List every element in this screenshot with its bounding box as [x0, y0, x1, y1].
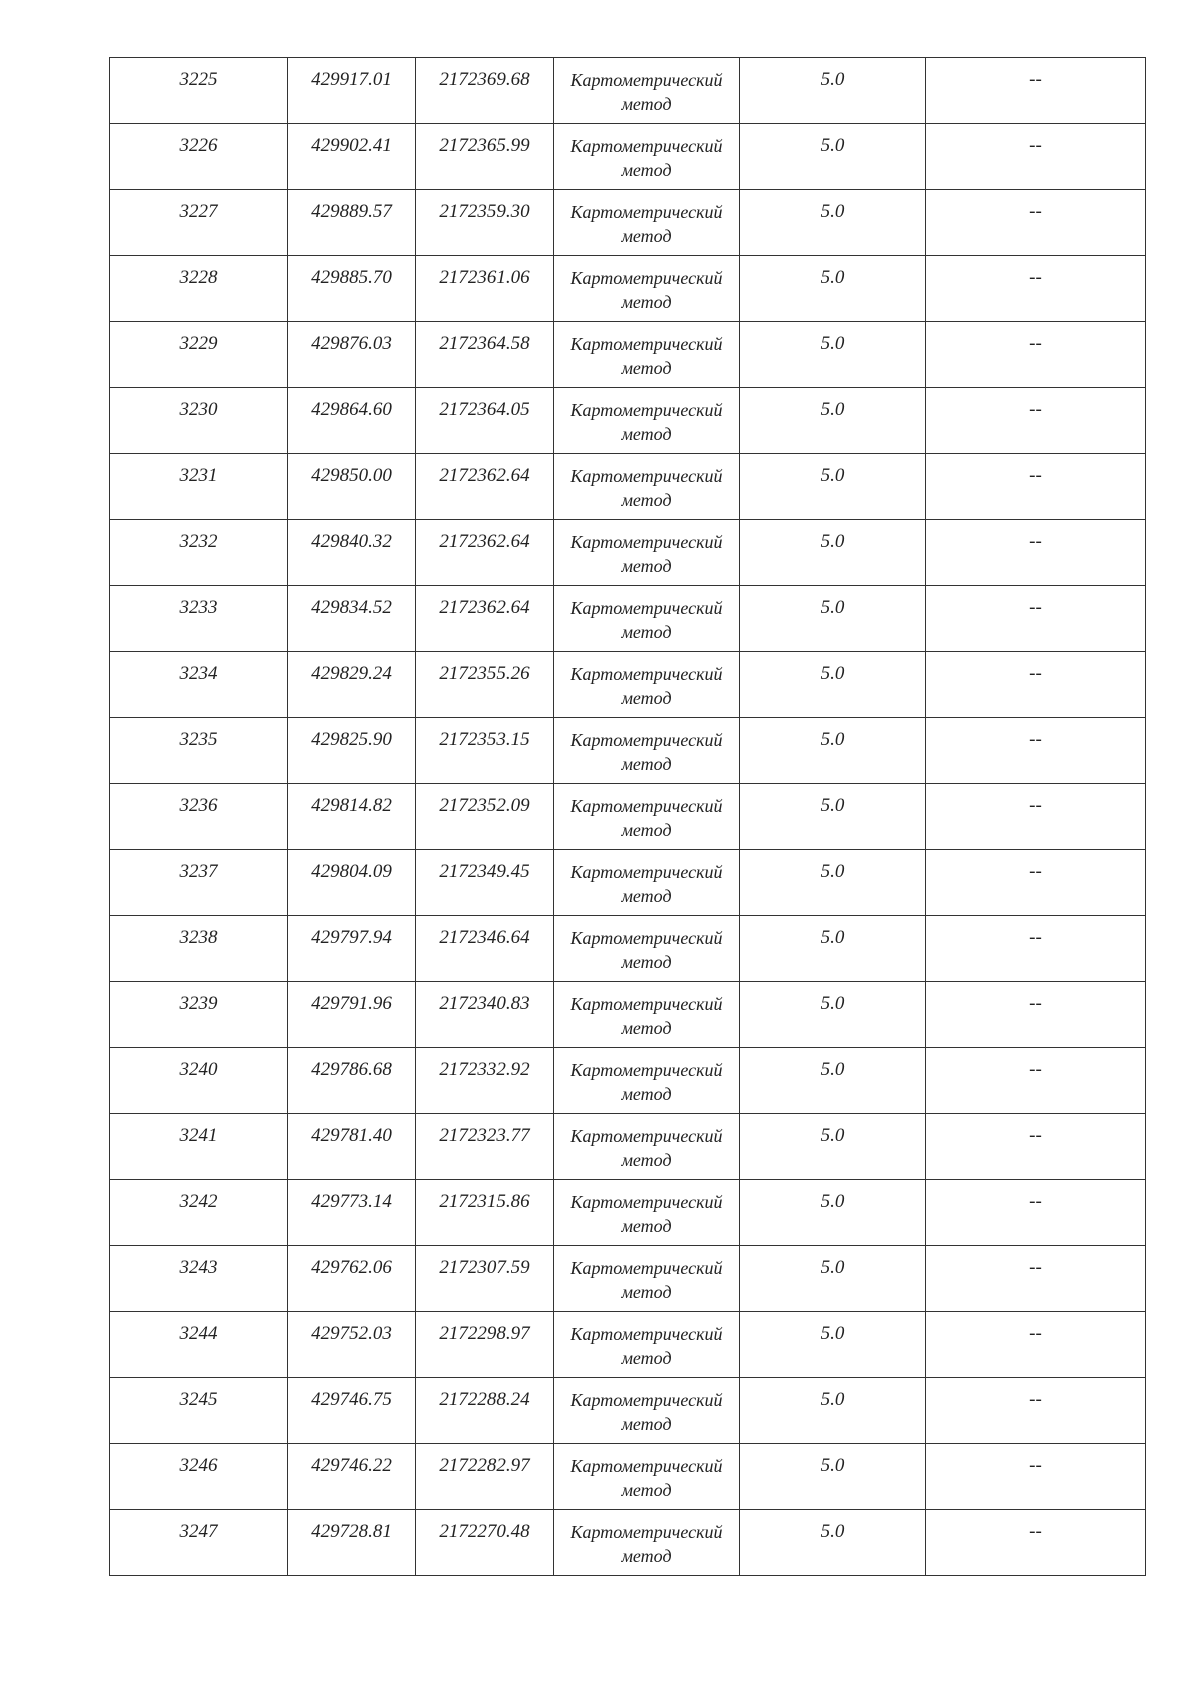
point-number-cell: 3235 — [110, 718, 288, 784]
y-coordinate-cell: 2172364.05 — [416, 388, 554, 454]
x-coordinate-cell: 429746.22 — [288, 1444, 416, 1510]
note-cell: -- — [926, 190, 1146, 256]
note-cell: -- — [926, 916, 1146, 982]
x-coordinate-cell: 429917.01 — [288, 58, 416, 124]
table-row — [110, 1378, 1146, 1444]
table-row — [110, 1048, 1146, 1114]
table-row — [110, 1444, 1146, 1510]
point-number-cell: 3241 — [110, 1114, 288, 1180]
table-row — [110, 124, 1146, 190]
table-row — [110, 190, 1146, 256]
accuracy-cell: 5.0 — [740, 1048, 926, 1114]
accuracy-cell: 5.0 — [740, 1246, 926, 1312]
accuracy-cell: 5.0 — [740, 256, 926, 322]
accuracy-cell: 5.0 — [740, 784, 926, 850]
accuracy-cell: 5.0 — [740, 1312, 926, 1378]
y-coordinate-cell: 2172282.97 — [416, 1444, 554, 1510]
method-cell: Картометрический метод — [554, 124, 740, 190]
y-coordinate-cell: 2172359.30 — [416, 190, 554, 256]
method-cell: Картометрический метод — [554, 652, 740, 718]
coordinates-table — [109, 57, 1146, 1576]
point-number-cell: 3247 — [110, 1510, 288, 1576]
y-coordinate-cell: 2172349.45 — [416, 850, 554, 916]
x-coordinate-cell: 429902.41 — [288, 124, 416, 190]
coordinates-table-body — [110, 58, 1146, 1576]
point-number-cell: 3245 — [110, 1378, 288, 1444]
accuracy-cell: 5.0 — [740, 58, 926, 124]
x-coordinate-cell: 429829.24 — [288, 652, 416, 718]
note-cell: -- — [926, 1444, 1146, 1510]
note-cell: -- — [926, 718, 1146, 784]
method-cell: Картометрический метод — [554, 850, 740, 916]
table-row — [110, 1312, 1146, 1378]
accuracy-cell: 5.0 — [740, 1114, 926, 1180]
x-coordinate-cell: 429786.68 — [288, 1048, 416, 1114]
accuracy-cell: 5.0 — [740, 322, 926, 388]
x-coordinate-cell: 429773.14 — [288, 1180, 416, 1246]
point-number-cell: 3233 — [110, 586, 288, 652]
table-row — [110, 454, 1146, 520]
accuracy-cell: 5.0 — [740, 454, 926, 520]
y-coordinate-cell: 2172332.92 — [416, 1048, 554, 1114]
table-row — [110, 916, 1146, 982]
accuracy-cell: 5.0 — [740, 1180, 926, 1246]
y-coordinate-cell: 2172352.09 — [416, 784, 554, 850]
y-coordinate-cell: 2172340.83 — [416, 982, 554, 1048]
note-cell: -- — [926, 586, 1146, 652]
table-row — [110, 520, 1146, 586]
y-coordinate-cell: 2172298.97 — [416, 1312, 554, 1378]
method-cell: Картометрический метод — [554, 1312, 740, 1378]
method-cell: Картометрический метод — [554, 1114, 740, 1180]
accuracy-cell: 5.0 — [740, 982, 926, 1048]
y-coordinate-cell: 2172323.77 — [416, 1114, 554, 1180]
x-coordinate-cell: 429864.60 — [288, 388, 416, 454]
y-coordinate-cell: 2172369.68 — [416, 58, 554, 124]
x-coordinate-cell: 429840.32 — [288, 520, 416, 586]
table-row — [110, 652, 1146, 718]
x-coordinate-cell: 429797.94 — [288, 916, 416, 982]
y-coordinate-cell: 2172362.64 — [416, 454, 554, 520]
table-row — [110, 1246, 1146, 1312]
point-number-cell: 3229 — [110, 322, 288, 388]
table-row — [110, 1180, 1146, 1246]
y-coordinate-cell: 2172346.64 — [416, 916, 554, 982]
y-coordinate-cell: 2172365.99 — [416, 124, 554, 190]
table-row — [110, 322, 1146, 388]
method-cell: Картометрический метод — [554, 916, 740, 982]
point-number-cell: 3232 — [110, 520, 288, 586]
note-cell: -- — [926, 1312, 1146, 1378]
note-cell: -- — [926, 850, 1146, 916]
y-coordinate-cell: 2172288.24 — [416, 1378, 554, 1444]
point-number-cell: 3234 — [110, 652, 288, 718]
point-number-cell: 3237 — [110, 850, 288, 916]
method-cell: Картометрический метод — [554, 58, 740, 124]
accuracy-cell: 5.0 — [740, 718, 926, 784]
y-coordinate-cell: 2172353.15 — [416, 718, 554, 784]
note-cell: -- — [926, 1180, 1146, 1246]
note-cell: -- — [926, 322, 1146, 388]
note-cell: -- — [926, 388, 1146, 454]
table-row — [110, 850, 1146, 916]
table-row — [110, 1510, 1146, 1576]
accuracy-cell: 5.0 — [740, 586, 926, 652]
note-cell: -- — [926, 784, 1146, 850]
method-cell: Картометрический метод — [554, 982, 740, 1048]
method-cell: Картометрический метод — [554, 388, 740, 454]
note-cell: -- — [926, 454, 1146, 520]
point-number-cell: 3239 — [110, 982, 288, 1048]
table-row — [110, 256, 1146, 322]
table-row — [110, 982, 1146, 1048]
y-coordinate-cell: 2172355.26 — [416, 652, 554, 718]
table-row — [110, 388, 1146, 454]
note-cell: -- — [926, 1048, 1146, 1114]
table-row — [110, 784, 1146, 850]
y-coordinate-cell: 2172362.64 — [416, 586, 554, 652]
method-cell: Картометрический метод — [554, 322, 740, 388]
point-number-cell: 3244 — [110, 1312, 288, 1378]
method-cell: Картометрический метод — [554, 1378, 740, 1444]
y-coordinate-cell: 2172270.48 — [416, 1510, 554, 1576]
point-number-cell: 3240 — [110, 1048, 288, 1114]
point-number-cell: 3227 — [110, 190, 288, 256]
x-coordinate-cell: 429876.03 — [288, 322, 416, 388]
x-coordinate-cell: 429825.90 — [288, 718, 416, 784]
y-coordinate-cell: 2172361.06 — [416, 256, 554, 322]
x-coordinate-cell: 429791.96 — [288, 982, 416, 1048]
x-coordinate-cell: 429804.09 — [288, 850, 416, 916]
table-row — [110, 718, 1146, 784]
x-coordinate-cell: 429762.06 — [288, 1246, 416, 1312]
note-cell: -- — [926, 982, 1146, 1048]
accuracy-cell: 5.0 — [740, 1378, 926, 1444]
method-cell: Картометрический метод — [554, 1180, 740, 1246]
x-coordinate-cell: 429752.03 — [288, 1312, 416, 1378]
point-number-cell: 3225 — [110, 58, 288, 124]
note-cell: -- — [926, 1378, 1146, 1444]
point-number-cell: 3238 — [110, 916, 288, 982]
point-number-cell: 3231 — [110, 454, 288, 520]
x-coordinate-cell: 429834.52 — [288, 586, 416, 652]
x-coordinate-cell: 429781.40 — [288, 1114, 416, 1180]
method-cell: Картометрический метод — [554, 1048, 740, 1114]
x-coordinate-cell: 429746.75 — [288, 1378, 416, 1444]
y-coordinate-cell: 2172362.64 — [416, 520, 554, 586]
accuracy-cell: 5.0 — [740, 850, 926, 916]
note-cell: -- — [926, 520, 1146, 586]
accuracy-cell: 5.0 — [740, 916, 926, 982]
method-cell: Картометрический метод — [554, 1510, 740, 1576]
accuracy-cell: 5.0 — [740, 190, 926, 256]
point-number-cell: 3243 — [110, 1246, 288, 1312]
note-cell: -- — [926, 124, 1146, 190]
table-row — [110, 586, 1146, 652]
accuracy-cell: 5.0 — [740, 124, 926, 190]
note-cell: -- — [926, 256, 1146, 322]
y-coordinate-cell: 2172364.58 — [416, 322, 554, 388]
method-cell: Картометрический метод — [554, 784, 740, 850]
method-cell: Картометрический метод — [554, 718, 740, 784]
x-coordinate-cell: 429728.81 — [288, 1510, 416, 1576]
x-coordinate-cell: 429885.70 — [288, 256, 416, 322]
method-cell: Картометрический метод — [554, 586, 740, 652]
table-row — [110, 58, 1146, 124]
accuracy-cell: 5.0 — [740, 388, 926, 454]
x-coordinate-cell: 429814.82 — [288, 784, 416, 850]
method-cell: Картометрический метод — [554, 454, 740, 520]
x-coordinate-cell: 429889.57 — [288, 190, 416, 256]
note-cell: -- — [926, 1246, 1146, 1312]
y-coordinate-cell: 2172307.59 — [416, 1246, 554, 1312]
accuracy-cell: 5.0 — [740, 652, 926, 718]
note-cell: -- — [926, 652, 1146, 718]
point-number-cell: 3236 — [110, 784, 288, 850]
table-row — [110, 1114, 1146, 1180]
method-cell: Картометрический метод — [554, 1246, 740, 1312]
method-cell: Картометрический метод — [554, 520, 740, 586]
y-coordinate-cell: 2172315.86 — [416, 1180, 554, 1246]
point-number-cell: 3230 — [110, 388, 288, 454]
method-cell: Картометрический метод — [554, 190, 740, 256]
accuracy-cell: 5.0 — [740, 1444, 926, 1510]
note-cell: -- — [926, 58, 1146, 124]
point-number-cell: 3242 — [110, 1180, 288, 1246]
point-number-cell: 3228 — [110, 256, 288, 322]
method-cell: Картометрический метод — [554, 1444, 740, 1510]
note-cell: -- — [926, 1510, 1146, 1576]
point-number-cell: 3246 — [110, 1444, 288, 1510]
point-number-cell: 3226 — [110, 124, 288, 190]
x-coordinate-cell: 429850.00 — [288, 454, 416, 520]
accuracy-cell: 5.0 — [740, 1510, 926, 1576]
method-cell: Картометрический метод — [554, 256, 740, 322]
note-cell: -- — [926, 1114, 1146, 1180]
accuracy-cell: 5.0 — [740, 520, 926, 586]
